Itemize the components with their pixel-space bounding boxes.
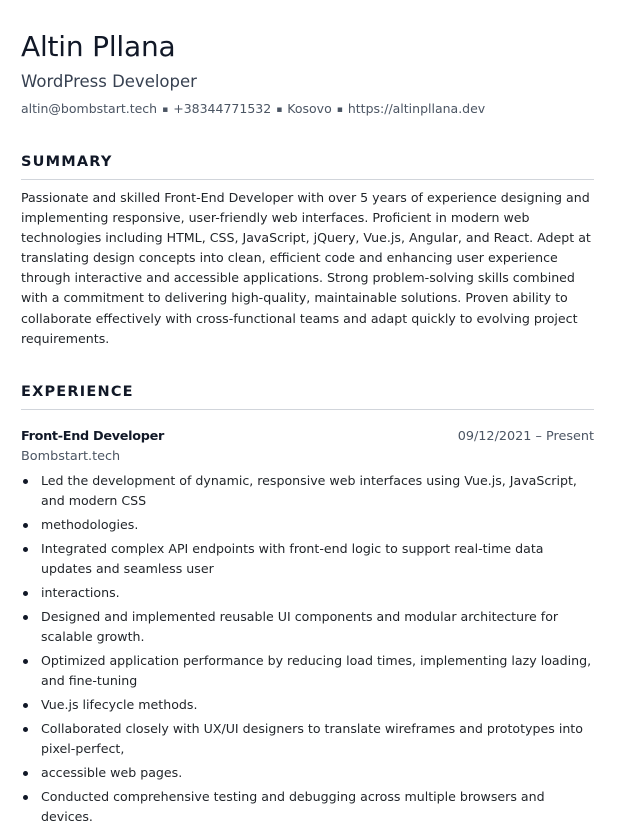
bullet-text: methodologies.	[41, 516, 139, 532]
contact-location: Kosovo	[287, 101, 332, 116]
list-item	[21, 583, 594, 603]
separator-icon: ▪	[162, 105, 169, 115]
bullet-text: accessible web pages.	[41, 764, 183, 780]
list-item	[21, 719, 594, 759]
bullet-text: Optimized application performance by reducing load times, implementing lazy loading, and fine-tuning	[41, 652, 592, 688]
list-item	[21, 651, 594, 691]
bullet-text: Conducted comprehensive testing and debugging across multiple browsers and devices.	[41, 788, 545, 824]
bullet-icon	[23, 727, 28, 732]
experience-section	[21, 382, 594, 827]
bullet-text: Designed and implemented reusable UI components and modular architecture for scalable growth.	[41, 608, 559, 644]
candidate-title: WordPress Developer	[21, 72, 197, 91]
bullet-icon	[23, 615, 28, 620]
bullet-text: Led the development of dynamic, responsive web interfaces using Vue.js, JavaScript, and modern CSS	[41, 472, 577, 508]
job-company: Bombstart.tech	[21, 448, 121, 464]
summary-section	[21, 152, 594, 349]
bullet-icon	[23, 771, 28, 776]
job-bullets	[21, 471, 594, 827]
resume-header	[21, 30, 594, 119]
contact-phone[interactable]: +38344771532	[173, 101, 272, 116]
bullet-icon	[23, 523, 28, 528]
list-item	[21, 515, 594, 535]
list-item	[21, 607, 594, 647]
separator-icon: ▪	[336, 105, 343, 115]
contact-website[interactable]: https://altinpllana.dev	[347, 101, 486, 116]
bullet-text: Integrated complex API endpoints with front-end logic to support real-time data updates and seamless user	[41, 540, 544, 576]
separator-icon: ▪	[276, 105, 283, 115]
contact-email[interactable]: altin@bombstart.tech	[21, 101, 158, 116]
job-header	[21, 427, 594, 446]
list-item	[21, 787, 594, 827]
list-item	[21, 539, 594, 579]
candidate-name: Altin Pllana	[21, 30, 176, 63]
bullet-text: interactions.	[41, 584, 120, 600]
bullet-icon	[23, 659, 28, 664]
summary-text: Passionate and skilled Front-End Developer with over 5 years of experience designing and implementing responsive, user-friendly web interfaces. Proficient in modern web technologies including HTML, CSS, JavaScript, jQuery, Vue.js, Angular, and React. Adept at translating design concepts into clean, efficient code and enhancing user experience through interactive and accessible applications. Strong problem-solving skills combined with a commitment to delivering high-quality, maintainable solutions. Proven ability to collaborate effectively with cross-functional teams and adapt quickly to evolving project requirements.	[21, 190, 591, 346]
bullet-icon	[23, 591, 28, 596]
bullet-text: Vue.js lifecycle methods.	[41, 696, 198, 712]
list-item	[21, 695, 594, 715]
bullet-icon	[23, 795, 28, 800]
contact-line	[21, 100, 594, 119]
list-item	[21, 471, 594, 511]
experience-heading: EXPERIENCE	[21, 382, 594, 410]
summary-heading: SUMMARY	[21, 152, 594, 180]
job-role: Front-End Developer	[21, 428, 164, 444]
job-dates: 09/12/2021 – Present	[457, 428, 594, 444]
job-entry	[21, 427, 594, 827]
bullet-icon	[23, 703, 28, 708]
bullet-icon	[23, 479, 28, 484]
list-item	[21, 763, 594, 783]
bullet-icon	[23, 547, 28, 552]
bullet-text: Collaborated closely with UX/UI designers to translate wireframes and prototypes into pixel-perfect,	[41, 720, 583, 756]
